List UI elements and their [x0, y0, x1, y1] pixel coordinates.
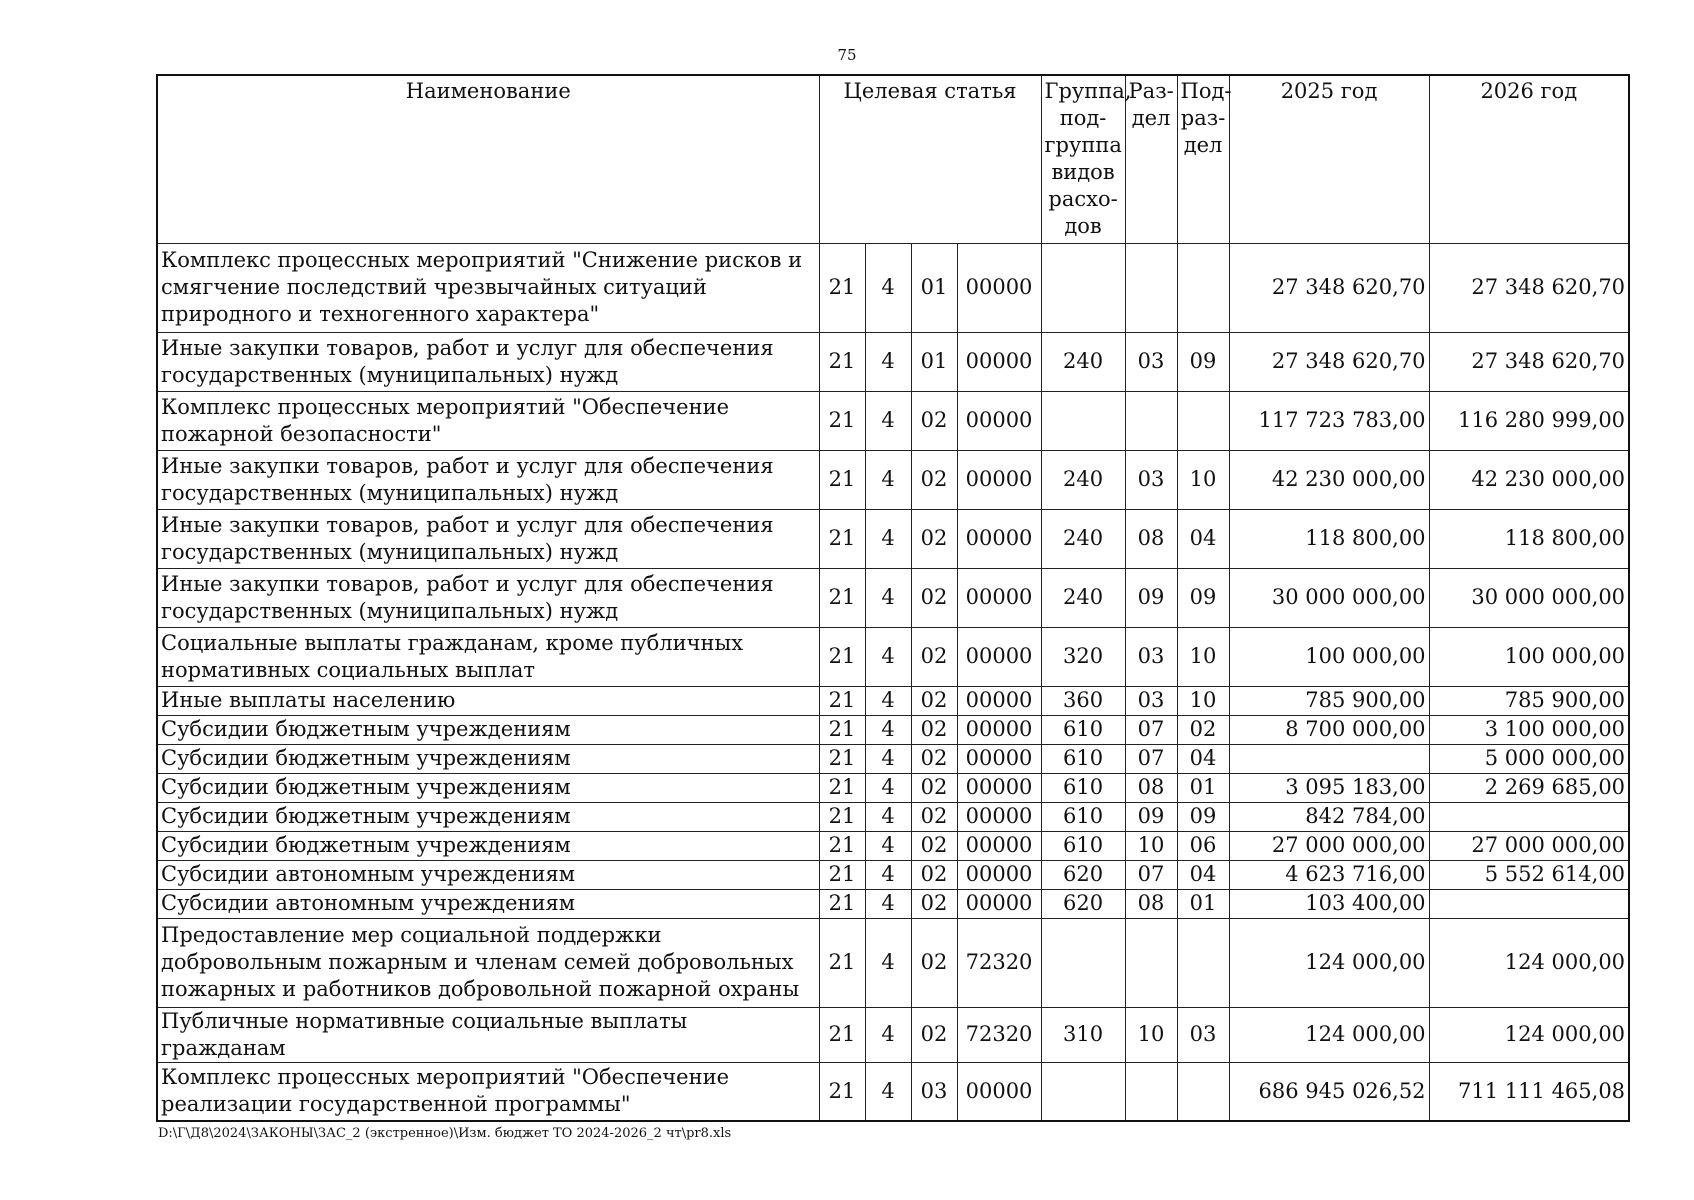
row-cs-complex: 02	[911, 744, 957, 773]
row-section	[1125, 918, 1177, 1007]
row-cs-type: 4	[865, 831, 911, 860]
row-amount-2025: 30 000 000,00	[1229, 568, 1429, 627]
row-cs-direction: 00000	[957, 889, 1041, 918]
row-group: 620	[1041, 860, 1125, 889]
row-amount-2026	[1429, 802, 1629, 831]
table-row	[157, 831, 1629, 860]
row-cs-program: 21	[819, 627, 865, 686]
row-amount-2025: 27 348 620,70	[1229, 332, 1429, 391]
row-section: 08	[1125, 509, 1177, 568]
row-section: 08	[1125, 889, 1177, 918]
row-name: Комплекс процессных мероприятий "Снижение рисков и смягчение последствий чрезвычайных ситуаций природного и техногенного характера"	[157, 243, 819, 332]
row-amount-2025: 686 945 026,52	[1229, 1062, 1429, 1121]
row-group: 610	[1041, 831, 1125, 860]
row-cs-program: 21	[819, 831, 865, 860]
row-group: 610	[1041, 744, 1125, 773]
row-amount-2025: 27 348 620,70	[1229, 243, 1429, 332]
header-year-2026: 2026 год	[1429, 75, 1629, 243]
row-amount-2025: 118 800,00	[1229, 509, 1429, 568]
row-amount-2025: 3 095 183,00	[1229, 773, 1429, 802]
row-cs-direction: 00000	[957, 686, 1041, 715]
row-group: 620	[1041, 889, 1125, 918]
row-amount-2025: 42 230 000,00	[1229, 450, 1429, 509]
row-amount-2026: 27 348 620,70	[1429, 332, 1629, 391]
table-row	[157, 889, 1629, 918]
row-cs-complex: 02	[911, 918, 957, 1007]
row-name: Субсидии бюджетным учреждениям	[157, 802, 819, 831]
row-group	[1041, 918, 1125, 1007]
row-group: 610	[1041, 773, 1125, 802]
row-group	[1041, 1062, 1125, 1121]
row-section: 03	[1125, 450, 1177, 509]
row-group: 240	[1041, 568, 1125, 627]
table-row	[157, 450, 1629, 509]
row-section: 09	[1125, 802, 1177, 831]
row-cs-type: 4	[865, 1007, 911, 1062]
row-amount-2026: 30 000 000,00	[1429, 568, 1629, 627]
row-cs-direction: 72320	[957, 918, 1041, 1007]
row-subsection	[1177, 918, 1229, 1007]
row-section: 10	[1125, 1007, 1177, 1062]
row-subsection	[1177, 243, 1229, 332]
row-amount-2026: 711 111 465,08	[1429, 1062, 1629, 1121]
row-section: 03	[1125, 627, 1177, 686]
row-subsection: 01	[1177, 773, 1229, 802]
row-cs-direction: 00000	[957, 715, 1041, 744]
row-cs-complex: 02	[911, 715, 957, 744]
row-cs-type: 4	[865, 243, 911, 332]
row-section: 03	[1125, 686, 1177, 715]
row-group: 240	[1041, 509, 1125, 568]
table-body	[157, 243, 1629, 1121]
row-subsection: 06	[1177, 831, 1229, 860]
row-cs-program: 21	[819, 1007, 865, 1062]
row-name: Комплекс процессных мероприятий "Обеспечение пожарной безопасности"	[157, 391, 819, 450]
row-group: 360	[1041, 686, 1125, 715]
row-subsection: 02	[1177, 715, 1229, 744]
row-amount-2025: 842 784,00	[1229, 802, 1429, 831]
row-name: Социальные выплаты гражданам, кроме публичных нормативных социальных выплат	[157, 627, 819, 686]
row-cs-type: 4	[865, 889, 911, 918]
row-amount-2026: 27 000 000,00	[1429, 831, 1629, 860]
table-row	[157, 509, 1629, 568]
row-cs-complex: 02	[911, 1007, 957, 1062]
row-subsection: 04	[1177, 860, 1229, 889]
row-cs-type: 4	[865, 332, 911, 391]
row-cs-complex: 02	[911, 802, 957, 831]
header-section: Раз- дел	[1125, 75, 1177, 243]
row-subsection	[1177, 391, 1229, 450]
row-section	[1125, 391, 1177, 450]
row-name: Иные закупки товаров, работ и услуг для обеспечения государственных (муниципальных) нужд	[157, 332, 819, 391]
row-subsection: 04	[1177, 744, 1229, 773]
row-group: 310	[1041, 1007, 1125, 1062]
table-row	[157, 391, 1629, 450]
row-cs-type: 4	[865, 744, 911, 773]
row-cs-complex: 02	[911, 450, 957, 509]
row-amount-2025: 27 000 000,00	[1229, 831, 1429, 860]
row-cs-program: 21	[819, 332, 865, 391]
table-row	[157, 860, 1629, 889]
page-number: 75	[837, 46, 857, 64]
row-cs-direction: 00000	[957, 773, 1041, 802]
row-section: 07	[1125, 715, 1177, 744]
row-cs-direction: 00000	[957, 860, 1041, 889]
row-cs-type: 4	[865, 568, 911, 627]
row-amount-2026: 100 000,00	[1429, 627, 1629, 686]
row-cs-direction: 72320	[957, 1007, 1041, 1062]
row-amount-2026: 116 280 999,00	[1429, 391, 1629, 450]
row-name: Публичные нормативные социальные выплаты гражданам	[157, 1007, 819, 1062]
row-group: 240	[1041, 332, 1125, 391]
table-row	[157, 773, 1629, 802]
row-subsection: 04	[1177, 509, 1229, 568]
row-section: 10	[1125, 831, 1177, 860]
row-amount-2025	[1229, 744, 1429, 773]
row-subsection	[1177, 1062, 1229, 1121]
row-cs-direction: 00000	[957, 744, 1041, 773]
header-subsection: Под- раз- дел	[1177, 75, 1229, 243]
row-cs-complex: 02	[911, 627, 957, 686]
row-group: 320	[1041, 627, 1125, 686]
table-row	[157, 627, 1629, 686]
row-group	[1041, 243, 1125, 332]
table-row	[157, 715, 1629, 744]
row-cs-complex: 02	[911, 831, 957, 860]
row-cs-type: 4	[865, 686, 911, 715]
header-year-2025: 2025 год	[1229, 75, 1429, 243]
row-amount-2026: 124 000,00	[1429, 918, 1629, 1007]
row-cs-type: 4	[865, 918, 911, 1007]
row-section	[1125, 243, 1177, 332]
row-subsection: 10	[1177, 450, 1229, 509]
table-row	[157, 1062, 1629, 1121]
row-name: Субсидии бюджетным учреждениям	[157, 773, 819, 802]
row-cs-program: 21	[819, 450, 865, 509]
header-row	[157, 75, 1629, 243]
row-amount-2026: 5 552 614,00	[1429, 860, 1629, 889]
table-row	[157, 568, 1629, 627]
file-path-footer: D:\Г\Д8\2024\ЗАКОНЫ\ЗАС_2 (экстренное)\Изм. бюджет ТО 2024-2026_2 чт\pr8.xls	[158, 1126, 732, 1141]
row-cs-complex: 01	[911, 332, 957, 391]
row-cs-program: 21	[819, 773, 865, 802]
row-amount-2026: 42 230 000,00	[1429, 450, 1629, 509]
row-cs-complex: 02	[911, 568, 957, 627]
row-cs-type: 4	[865, 802, 911, 831]
row-cs-complex: 01	[911, 243, 957, 332]
row-section: 08	[1125, 773, 1177, 802]
table-row	[157, 1007, 1629, 1062]
row-name: Комплекс процессных мероприятий "Обеспечение реализации государственной программы"	[157, 1062, 819, 1121]
row-name: Субсидии автономным учреждениям	[157, 860, 819, 889]
header-target-article: Целевая статья	[819, 75, 1041, 243]
row-cs-program: 21	[819, 391, 865, 450]
row-amount-2026: 2 269 685,00	[1429, 773, 1629, 802]
row-cs-type: 4	[865, 1062, 911, 1121]
row-amount-2025: 124 000,00	[1229, 918, 1429, 1007]
row-name: Субсидии автономным учреждениям	[157, 889, 819, 918]
header-name: Наименование	[157, 75, 819, 243]
row-cs-type: 4	[865, 860, 911, 889]
row-cs-complex: 02	[911, 860, 957, 889]
row-cs-program: 21	[819, 715, 865, 744]
row-section: 09	[1125, 568, 1177, 627]
row-amount-2025: 100 000,00	[1229, 627, 1429, 686]
row-cs-direction: 00000	[957, 802, 1041, 831]
table-row	[157, 243, 1629, 332]
row-cs-complex: 02	[911, 391, 957, 450]
row-group: 240	[1041, 450, 1125, 509]
row-cs-complex: 02	[911, 889, 957, 918]
row-cs-complex: 03	[911, 1062, 957, 1121]
row-amount-2025: 124 000,00	[1229, 1007, 1429, 1062]
row-amount-2026: 124 000,00	[1429, 1007, 1629, 1062]
row-group: 610	[1041, 715, 1125, 744]
row-cs-program: 21	[819, 889, 865, 918]
row-amount-2025: 117 723 783,00	[1229, 391, 1429, 450]
row-cs-direction: 00000	[957, 509, 1041, 568]
row-cs-type: 4	[865, 450, 911, 509]
row-amount-2026	[1429, 889, 1629, 918]
table-row	[157, 802, 1629, 831]
row-name: Иные закупки товаров, работ и услуг для обеспечения государственных (муниципальных) нужд	[157, 568, 819, 627]
row-subsection: 10	[1177, 627, 1229, 686]
row-amount-2026: 118 800,00	[1429, 509, 1629, 568]
row-amount-2025: 785 900,00	[1229, 686, 1429, 715]
row-subsection: 10	[1177, 686, 1229, 715]
table-row	[157, 686, 1629, 715]
row-subsection: 09	[1177, 802, 1229, 831]
row-name: Субсидии бюджетным учреждениям	[157, 831, 819, 860]
table-row	[157, 918, 1629, 1007]
row-subsection: 01	[1177, 889, 1229, 918]
row-amount-2026: 5 000 000,00	[1429, 744, 1629, 773]
row-cs-type: 4	[865, 715, 911, 744]
row-section: 07	[1125, 860, 1177, 889]
row-cs-complex: 02	[911, 509, 957, 568]
table-row	[157, 332, 1629, 391]
row-cs-direction: 00000	[957, 831, 1041, 860]
row-cs-type: 4	[865, 773, 911, 802]
row-name: Субсидии бюджетным учреждениям	[157, 744, 819, 773]
row-cs-program: 21	[819, 1062, 865, 1121]
row-amount-2025: 103 400,00	[1229, 889, 1429, 918]
row-cs-program: 21	[819, 509, 865, 568]
row-subsection: 09	[1177, 332, 1229, 391]
row-group	[1041, 391, 1125, 450]
row-cs-direction: 00000	[957, 568, 1041, 627]
row-subsection: 09	[1177, 568, 1229, 627]
row-section: 03	[1125, 332, 1177, 391]
row-name: Иные закупки товаров, работ и услуг для обеспечения государственных (муниципальных) нужд	[157, 450, 819, 509]
header-group: Группа, под- группа видов расхо- дов	[1041, 75, 1125, 243]
row-cs-direction: 00000	[957, 1062, 1041, 1121]
table-row	[157, 744, 1629, 773]
row-cs-program: 21	[819, 744, 865, 773]
row-name: Иные выплаты населению	[157, 686, 819, 715]
budget-table	[156, 74, 1630, 1122]
row-amount-2025: 4 623 716,00	[1229, 860, 1429, 889]
row-cs-direction: 00000	[957, 391, 1041, 450]
row-name: Субсидии бюджетным учреждениям	[157, 715, 819, 744]
row-cs-complex: 02	[911, 773, 957, 802]
row-cs-direction: 00000	[957, 450, 1041, 509]
row-name: Предоставление мер социальной поддержки добровольным пожарным и членам семей добровольных пожарных и работников добровольной пожарной охраны	[157, 918, 819, 1007]
row-cs-type: 4	[865, 391, 911, 450]
row-cs-type: 4	[865, 509, 911, 568]
row-cs-program: 21	[819, 860, 865, 889]
row-cs-complex: 02	[911, 686, 957, 715]
row-cs-program: 21	[819, 568, 865, 627]
row-amount-2026: 3 100 000,00	[1429, 715, 1629, 744]
row-cs-program: 21	[819, 802, 865, 831]
row-amount-2026: 27 348 620,70	[1429, 243, 1629, 332]
row-name: Иные закупки товаров, работ и услуг для обеспечения государственных (муниципальных) нужд	[157, 509, 819, 568]
row-cs-type: 4	[865, 627, 911, 686]
row-subsection: 03	[1177, 1007, 1229, 1062]
row-cs-program: 21	[819, 686, 865, 715]
row-group: 610	[1041, 802, 1125, 831]
row-cs-direction: 00000	[957, 243, 1041, 332]
row-section	[1125, 1062, 1177, 1121]
row-cs-program: 21	[819, 243, 865, 332]
row-amount-2026: 785 900,00	[1429, 686, 1629, 715]
row-amount-2025: 8 700 000,00	[1229, 715, 1429, 744]
row-cs-direction: 00000	[957, 627, 1041, 686]
row-section: 07	[1125, 744, 1177, 773]
row-cs-program: 21	[819, 918, 865, 1007]
row-cs-direction: 00000	[957, 332, 1041, 391]
